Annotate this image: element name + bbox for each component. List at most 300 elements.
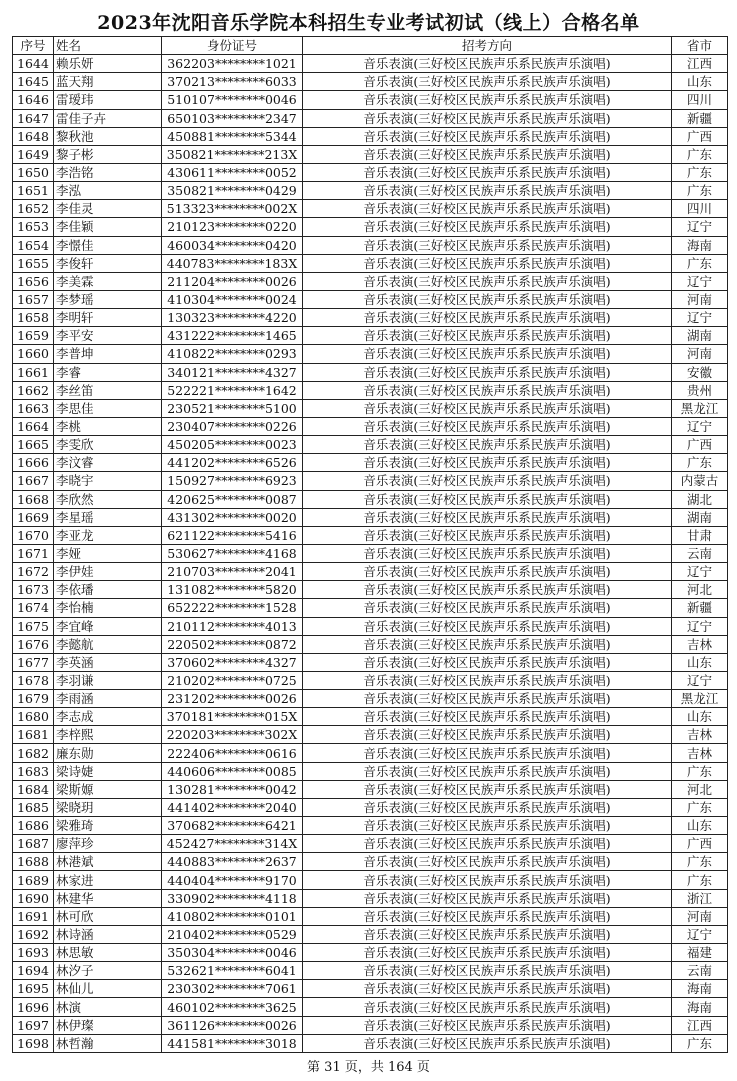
cell-no: 1671	[13, 544, 54, 562]
cell-name: 李丝笛	[54, 381, 162, 399]
table-row	[13, 127, 728, 145]
cell-id: 220502********0872	[162, 635, 303, 653]
cell-direction: 音乐表演(三好校区民族声乐系民族声乐演唱)	[303, 290, 672, 308]
cell-name: 李雯欣	[54, 436, 162, 454]
cell-name: 李憬佳	[54, 236, 162, 254]
table-row	[13, 835, 728, 853]
cell-id: 340121********4327	[162, 363, 303, 381]
table-row	[13, 200, 728, 218]
cell-no: 1680	[13, 708, 54, 726]
cell-no: 1687	[13, 835, 54, 853]
cell-province: 湖南	[672, 508, 728, 526]
cell-id: 220203********302X	[162, 726, 303, 744]
cell-no: 1694	[13, 962, 54, 980]
table-header-row	[13, 37, 728, 55]
cell-direction: 音乐表演(三好校区民族声乐系民族声乐演唱)	[303, 762, 672, 780]
cell-no: 1676	[13, 635, 54, 653]
cell-province: 安徽	[672, 363, 728, 381]
cell-name: 李懿航	[54, 635, 162, 653]
cell-no: 1673	[13, 581, 54, 599]
cell-province: 辽宁	[672, 925, 728, 943]
table-row	[13, 236, 728, 254]
cell-name: 李睿	[54, 363, 162, 381]
cell-no: 1658	[13, 309, 54, 327]
table-row	[13, 690, 728, 708]
cell-province: 吉林	[672, 726, 728, 744]
cell-direction: 音乐表演(三好校区民族声乐系民族声乐演唱)	[303, 925, 672, 943]
cell-no: 1685	[13, 798, 54, 816]
cell-direction: 音乐表演(三好校区民族声乐系民族声乐演唱)	[303, 73, 672, 91]
cell-no: 1692	[13, 925, 54, 943]
cell-name: 李晓宇	[54, 472, 162, 490]
cell-direction: 音乐表演(三好校区民族声乐系民族声乐演唱)	[303, 599, 672, 617]
cell-id: 211204********0026	[162, 272, 303, 290]
cell-direction: 音乐表演(三好校区民族声乐系民族声乐演唱)	[303, 472, 672, 490]
cell-direction: 音乐表演(三好校区民族声乐系民族声乐演唱)	[303, 454, 672, 472]
cell-no: 1690	[13, 889, 54, 907]
cell-id: 330902********4118	[162, 889, 303, 907]
cell-name: 李欣然	[54, 490, 162, 508]
cell-id: 350821********213X	[162, 145, 303, 163]
cell-name: 李宜峰	[54, 617, 162, 635]
cell-no: 1674	[13, 599, 54, 617]
cell-province: 海南	[672, 980, 728, 998]
table-row	[13, 780, 728, 798]
cell-name: 李美霖	[54, 272, 162, 290]
cell-id: 410304********0024	[162, 290, 303, 308]
cell-direction: 音乐表演(三好校区民族声乐系民族声乐演唱)	[303, 653, 672, 671]
cell-name: 雷佳子卉	[54, 109, 162, 127]
cell-id: 210123********0220	[162, 218, 303, 236]
header-id: 身份证号	[162, 37, 303, 55]
cell-id: 621122********5416	[162, 526, 303, 544]
cell-id: 652222********1528	[162, 599, 303, 617]
cell-province: 黑龙江	[672, 399, 728, 417]
table-row	[13, 726, 728, 744]
table-row	[13, 73, 728, 91]
cell-province: 广东	[672, 762, 728, 780]
cell-direction: 音乐表演(三好校区民族声乐系民族声乐演唱)	[303, 182, 672, 200]
cell-no: 1686	[13, 817, 54, 835]
table-row	[13, 798, 728, 816]
cell-id: 230302********7061	[162, 980, 303, 998]
cell-id: 150927********6923	[162, 472, 303, 490]
cell-name: 林建华	[54, 889, 162, 907]
cell-no: 1683	[13, 762, 54, 780]
table-row	[13, 544, 728, 562]
cell-no: 1678	[13, 671, 54, 689]
table-row	[13, 345, 728, 363]
cell-id: 350821********0429	[162, 182, 303, 200]
cell-province: 广西	[672, 835, 728, 853]
cell-no: 1697	[13, 1016, 54, 1034]
cell-direction: 音乐表演(三好校区民族声乐系民族声乐演唱)	[303, 871, 672, 889]
cell-direction: 音乐表演(三好校区民族声乐系民族声乐演唱)	[303, 780, 672, 798]
cell-direction: 音乐表演(三好校区民族声乐系民族声乐演唱)	[303, 436, 672, 454]
cell-province: 黑龙江	[672, 690, 728, 708]
table-row	[13, 817, 728, 835]
cell-direction: 音乐表演(三好校区民族声乐系民族声乐演唱)	[303, 272, 672, 290]
table-row	[13, 599, 728, 617]
cell-id: 440404********9170	[162, 871, 303, 889]
cell-no: 1656	[13, 272, 54, 290]
cell-name: 梁斯嫄	[54, 780, 162, 798]
cell-name: 李俊轩	[54, 254, 162, 272]
table-row	[13, 91, 728, 109]
cell-direction: 音乐表演(三好校区民族声乐系民族声乐演唱)	[303, 744, 672, 762]
cell-id: 450881********5344	[162, 127, 303, 145]
table-row	[13, 508, 728, 526]
cell-id: 210703********2041	[162, 563, 303, 581]
cell-no: 1657	[13, 290, 54, 308]
cell-province: 广东	[672, 163, 728, 181]
cell-name: 林汐子	[54, 962, 162, 980]
table-row	[13, 1016, 728, 1034]
table-row	[13, 962, 728, 980]
cell-name: 李浩铭	[54, 163, 162, 181]
cell-id: 440783********183X	[162, 254, 303, 272]
cell-no: 1669	[13, 508, 54, 526]
cell-id: 130281********0042	[162, 780, 303, 798]
cell-no: 1648	[13, 127, 54, 145]
cell-name: 李汶睿	[54, 454, 162, 472]
cell-no: 1681	[13, 726, 54, 744]
cell-direction: 音乐表演(三好校区民族声乐系民族声乐演唱)	[303, 635, 672, 653]
cell-direction: 音乐表演(三好校区民族声乐系民族声乐演唱)	[303, 254, 672, 272]
cell-direction: 音乐表演(三好校区民族声乐系民族声乐演唱)	[303, 889, 672, 907]
cell-id: 440606********0085	[162, 762, 303, 780]
cell-direction: 音乐表演(三好校区民族声乐系民族声乐演唱)	[303, 236, 672, 254]
cell-name: 雷瑷玮	[54, 91, 162, 109]
cell-province: 四川	[672, 91, 728, 109]
table-row	[13, 581, 728, 599]
table-row	[13, 980, 728, 998]
cell-direction: 音乐表演(三好校区民族声乐系民族声乐演唱)	[303, 345, 672, 363]
cell-id: 460102********3625	[162, 998, 303, 1016]
cell-name: 林仙儿	[54, 980, 162, 998]
cell-direction: 音乐表演(三好校区民族声乐系民族声乐演唱)	[303, 490, 672, 508]
cell-no: 1645	[13, 73, 54, 91]
cell-name: 李佳颖	[54, 218, 162, 236]
cell-id: 460034********0420	[162, 236, 303, 254]
cell-direction: 音乐表演(三好校区民族声乐系民族声乐演唱)	[303, 708, 672, 726]
cell-direction: 音乐表演(三好校区民族声乐系民族声乐演唱)	[303, 508, 672, 526]
cell-province: 广西	[672, 436, 728, 454]
cell-id: 450205********0023	[162, 436, 303, 454]
table-row	[13, 363, 728, 381]
table-row	[13, 163, 728, 181]
cell-province: 辽宁	[672, 309, 728, 327]
cell-no: 1665	[13, 436, 54, 454]
cell-direction: 音乐表演(三好校区民族声乐系民族声乐演唱)	[303, 998, 672, 1016]
cell-province: 云南	[672, 962, 728, 980]
cell-name: 李志成	[54, 708, 162, 726]
cell-province: 甘肃	[672, 526, 728, 544]
cell-province: 广东	[672, 798, 728, 816]
cell-province: 山东	[672, 817, 728, 835]
cell-id: 350304********0046	[162, 944, 303, 962]
cell-direction: 音乐表演(三好校区民族声乐系民族声乐演唱)	[303, 399, 672, 417]
table-row	[13, 327, 728, 345]
table-row	[13, 1034, 728, 1052]
header-province: 省市	[672, 37, 728, 55]
cell-no: 1684	[13, 780, 54, 798]
cell-province: 海南	[672, 998, 728, 1016]
cell-id: 210112********4013	[162, 617, 303, 635]
cell-direction: 音乐表演(三好校区民族声乐系民族声乐演唱)	[303, 309, 672, 327]
cell-direction: 音乐表演(三好校区民族声乐系民族声乐演唱)	[303, 726, 672, 744]
cell-province: 贵州	[672, 381, 728, 399]
cell-name: 梁雅琦	[54, 817, 162, 835]
header-no: 序号	[13, 37, 54, 55]
cell-id: 420625********0087	[162, 490, 303, 508]
table-row	[13, 55, 728, 73]
cell-no: 1666	[13, 454, 54, 472]
cell-direction: 音乐表演(三好校区民族声乐系民族声乐演唱)	[303, 1034, 672, 1052]
cell-direction: 音乐表演(三好校区民族声乐系民族声乐演唱)	[303, 55, 672, 73]
cell-province: 四川	[672, 200, 728, 218]
cell-direction: 音乐表演(三好校区民族声乐系民族声乐演唱)	[303, 617, 672, 635]
cell-province: 江西	[672, 1016, 728, 1034]
cell-direction: 音乐表演(三好校区民族声乐系民族声乐演唱)	[303, 853, 672, 871]
cell-direction: 音乐表演(三好校区民族声乐系民族声乐演唱)	[303, 91, 672, 109]
cell-province: 浙江	[672, 889, 728, 907]
cell-id: 431222********1465	[162, 327, 303, 345]
cell-no: 1667	[13, 472, 54, 490]
cell-direction: 音乐表演(三好校区民族声乐系民族声乐演唱)	[303, 145, 672, 163]
cell-id: 230521********5100	[162, 399, 303, 417]
page-footer: 第 31 页，共 164 页	[307, 1060, 430, 1075]
cell-province: 福建	[672, 944, 728, 962]
table-row	[13, 708, 728, 726]
cell-direction: 音乐表演(三好校区民族声乐系民族声乐演唱)	[303, 563, 672, 581]
cell-direction: 音乐表演(三好校区民族声乐系民族声乐演唱)	[303, 327, 672, 345]
cell-no: 1654	[13, 236, 54, 254]
cell-no: 1646	[13, 91, 54, 109]
cell-province: 广西	[672, 127, 728, 145]
cell-no: 1663	[13, 399, 54, 417]
cell-name: 李桃	[54, 417, 162, 435]
cell-id: 410822********0293	[162, 345, 303, 363]
cell-id: 431302********0020	[162, 508, 303, 526]
cell-name: 林家进	[54, 871, 162, 889]
cell-province: 河南	[672, 907, 728, 925]
cell-direction: 音乐表演(三好校区民族声乐系民族声乐演唱)	[303, 544, 672, 562]
table-row	[13, 889, 728, 907]
cell-province: 辽宁	[672, 218, 728, 236]
table-row	[13, 635, 728, 653]
cell-name: 李梦瑶	[54, 290, 162, 308]
cell-no: 1693	[13, 944, 54, 962]
cell-name: 李佳灵	[54, 200, 162, 218]
cell-id: 430611********0052	[162, 163, 303, 181]
cell-no: 1682	[13, 744, 54, 762]
table-row	[13, 762, 728, 780]
cell-no: 1698	[13, 1034, 54, 1052]
cell-name: 李普坤	[54, 345, 162, 363]
cell-id: 441202********6526	[162, 454, 303, 472]
cell-no: 1651	[13, 182, 54, 200]
table-row	[13, 744, 728, 762]
cell-name: 李伊娃	[54, 563, 162, 581]
cell-province: 山东	[672, 653, 728, 671]
cell-name: 李羽谦	[54, 671, 162, 689]
cell-direction: 音乐表演(三好校区民族声乐系民族声乐演唱)	[303, 109, 672, 127]
cell-id: 532621********6041	[162, 962, 303, 980]
cell-name: 李思佳	[54, 399, 162, 417]
cell-name: 李泓	[54, 182, 162, 200]
cell-no: 1679	[13, 690, 54, 708]
cell-province: 云南	[672, 544, 728, 562]
cell-id: 441402********2040	[162, 798, 303, 816]
cell-no: 1696	[13, 998, 54, 1016]
cell-no: 1652	[13, 200, 54, 218]
table-row	[13, 998, 728, 1016]
cell-name: 梁晓玥	[54, 798, 162, 816]
cell-province: 辽宁	[672, 617, 728, 635]
table-row	[13, 436, 728, 454]
cell-no: 1668	[13, 490, 54, 508]
cell-province: 辽宁	[672, 671, 728, 689]
table-row	[13, 454, 728, 472]
cell-no: 1664	[13, 417, 54, 435]
table-row	[13, 671, 728, 689]
cell-no: 1670	[13, 526, 54, 544]
table-row	[13, 290, 728, 308]
table-row	[13, 853, 728, 871]
cell-id: 222406********0616	[162, 744, 303, 762]
cell-no: 1695	[13, 980, 54, 998]
table-row	[13, 109, 728, 127]
table-row	[13, 381, 728, 399]
cell-name: 李依璠	[54, 581, 162, 599]
cell-province: 吉林	[672, 635, 728, 653]
cell-no: 1677	[13, 653, 54, 671]
cell-id: 441581********3018	[162, 1034, 303, 1052]
table-row	[13, 417, 728, 435]
cell-province: 河北	[672, 581, 728, 599]
cell-direction: 音乐表演(三好校区民族声乐系民族声乐演唱)	[303, 835, 672, 853]
cell-direction: 音乐表演(三好校区民族声乐系民族声乐演唱)	[303, 526, 672, 544]
cell-no: 1655	[13, 254, 54, 272]
table-row	[13, 526, 728, 544]
results-table	[12, 36, 728, 1053]
cell-province: 辽宁	[672, 272, 728, 290]
cell-id: 650103********2347	[162, 109, 303, 127]
cell-name: 李亚龙	[54, 526, 162, 544]
table-row	[13, 472, 728, 490]
cell-no: 1659	[13, 327, 54, 345]
cell-no: 1691	[13, 907, 54, 925]
cell-direction: 音乐表演(三好校区民族声乐系民族声乐演唱)	[303, 944, 672, 962]
table-body	[13, 55, 728, 1053]
cell-no: 1689	[13, 871, 54, 889]
cell-name: 李明轩	[54, 309, 162, 327]
cell-province: 辽宁	[672, 417, 728, 435]
table-row	[13, 218, 728, 236]
table-row	[13, 907, 728, 925]
cell-direction: 音乐表演(三好校区民族声乐系民族声乐演唱)	[303, 962, 672, 980]
table-row	[13, 925, 728, 943]
cell-no: 1675	[13, 617, 54, 635]
cell-id: 362203********1021	[162, 55, 303, 73]
cell-id: 210402********0529	[162, 925, 303, 943]
cell-id: 370602********4327	[162, 653, 303, 671]
cell-name: 梁诗婕	[54, 762, 162, 780]
cell-province: 新疆	[672, 109, 728, 127]
cell-name: 林伊璨	[54, 1016, 162, 1034]
cell-province: 河北	[672, 780, 728, 798]
cell-id: 361126********0026	[162, 1016, 303, 1034]
cell-name: 林演	[54, 998, 162, 1016]
cell-province: 广东	[672, 1034, 728, 1052]
cell-direction: 音乐表演(三好校区民族声乐系民族声乐演唱)	[303, 381, 672, 399]
cell-direction: 音乐表演(三好校区民族声乐系民族声乐演唱)	[303, 417, 672, 435]
cell-name: 李梓熙	[54, 726, 162, 744]
cell-id: 131082********5820	[162, 581, 303, 599]
cell-direction: 音乐表演(三好校区民族声乐系民族声乐演唱)	[303, 127, 672, 145]
table-row	[13, 563, 728, 581]
table-row	[13, 272, 728, 290]
cell-name: 李雨涵	[54, 690, 162, 708]
cell-no: 1647	[13, 109, 54, 127]
cell-province: 海南	[672, 236, 728, 254]
cell-direction: 音乐表演(三好校区民族声乐系民族声乐演唱)	[303, 1016, 672, 1034]
cell-no: 1672	[13, 563, 54, 581]
cell-direction: 音乐表演(三好校区民族声乐系民族声乐演唱)	[303, 581, 672, 599]
cell-province: 山东	[672, 708, 728, 726]
header-name: 姓名	[54, 37, 162, 55]
cell-name: 李平安	[54, 327, 162, 345]
cell-direction: 音乐表演(三好校区民族声乐系民族声乐演唱)	[303, 671, 672, 689]
table-row	[13, 145, 728, 163]
cell-name: 李怡楠	[54, 599, 162, 617]
cell-province: 河南	[672, 290, 728, 308]
cell-province: 山东	[672, 73, 728, 91]
cell-id: 370213********6033	[162, 73, 303, 91]
cell-no: 1653	[13, 218, 54, 236]
cell-province: 辽宁	[672, 563, 728, 581]
cell-id: 513323********002X	[162, 200, 303, 218]
table-row	[13, 182, 728, 200]
cell-id: 452427********314X	[162, 835, 303, 853]
cell-no: 1662	[13, 381, 54, 399]
cell-direction: 音乐表演(三好校区民族声乐系民族声乐演唱)	[303, 817, 672, 835]
cell-id: 210202********0725	[162, 671, 303, 689]
cell-province: 湖北	[672, 490, 728, 508]
cell-id: 370682********6421	[162, 817, 303, 835]
table-row	[13, 490, 728, 508]
cell-id: 230407********0226	[162, 417, 303, 435]
cell-no: 1661	[13, 363, 54, 381]
cell-id: 410802********0101	[162, 907, 303, 925]
cell-id: 370181********015X	[162, 708, 303, 726]
cell-province: 湖南	[672, 327, 728, 345]
cell-name: 廉东勋	[54, 744, 162, 762]
cell-name: 林可欣	[54, 907, 162, 925]
cell-province: 吉林	[672, 744, 728, 762]
cell-name: 李星瑶	[54, 508, 162, 526]
cell-no: 1660	[13, 345, 54, 363]
cell-direction: 音乐表演(三好校区民族声乐系民族声乐演唱)	[303, 907, 672, 925]
table-row	[13, 871, 728, 889]
cell-name: 林思敏	[54, 944, 162, 962]
cell-direction: 音乐表演(三好校区民族声乐系民族声乐演唱)	[303, 163, 672, 181]
cell-direction: 音乐表演(三好校区民族声乐系民族声乐演唱)	[303, 980, 672, 998]
cell-direction: 音乐表演(三好校区民族声乐系民族声乐演唱)	[303, 218, 672, 236]
cell-id: 440883********2637	[162, 853, 303, 871]
cell-direction: 音乐表演(三好校区民族声乐系民族声乐演唱)	[303, 690, 672, 708]
